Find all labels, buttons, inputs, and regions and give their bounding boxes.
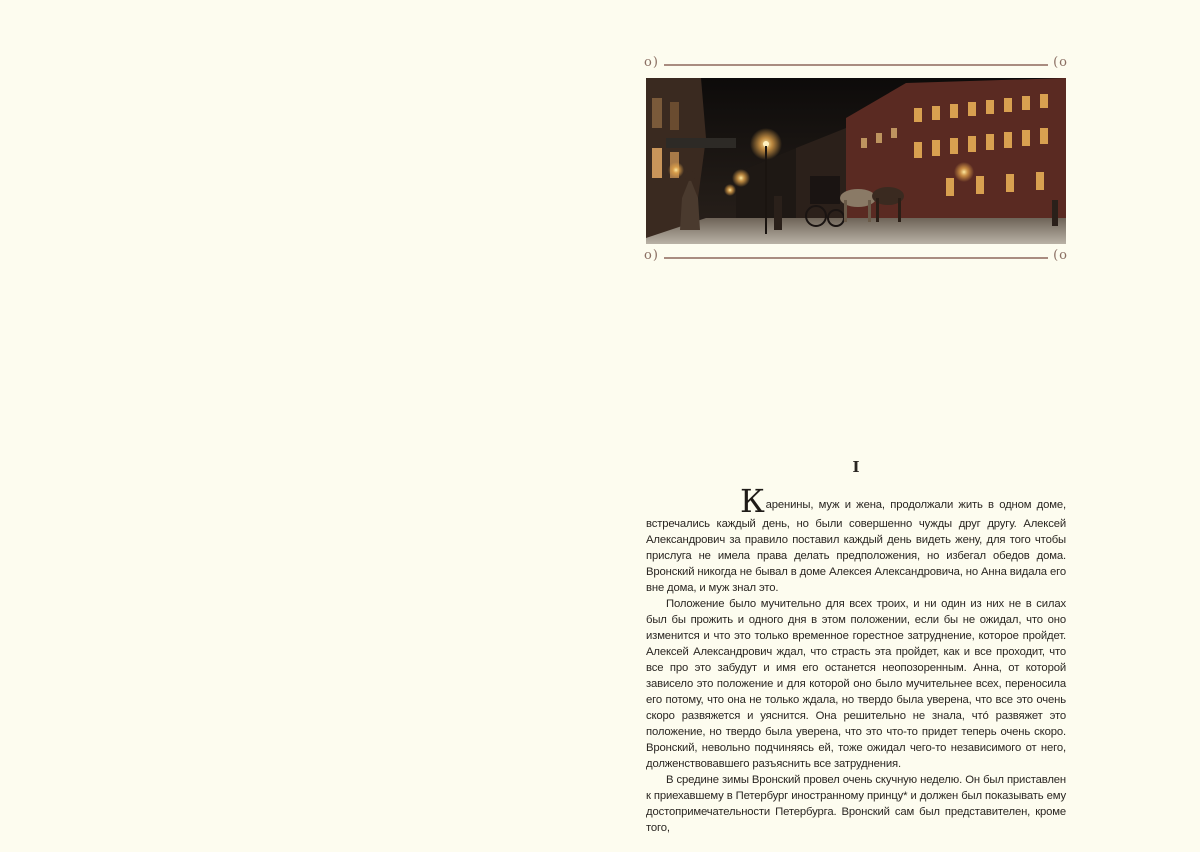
chapter-number: I [852, 458, 860, 476]
ornament-top-left-cap: o) [644, 55, 659, 70]
ornament-bottom [644, 250, 1068, 266]
chapter-illustration [646, 78, 1066, 244]
night-street-scene-icon [646, 78, 1066, 244]
ornament-bottom-right-cap: (o [1053, 248, 1068, 263]
paragraph-2: Положение было мучительно для всех троих, и ни один из них не в силах был бы прожить и одного дня в этом положении, если бы не ожидал, что оно изменится и что это только временное горестное затруднение, которое пройдет. Алексей Александрович ждал, что страсть эта пройдет, как и все проходит, что все про это забудут и имя его останется неопозоренным. Анна, от которой зависело это положение и для которой оно было мучительнее всех, переносила его потому, что она не только ждала, но твердо была уверена, что все это очень скоро развяжется и уяснится. Она решительно не знала, чтó развяжет это положение, но твердо была уверена, что это что-то придет теперь очень скоро. Вронский, невольно подчиняясь ей, тоже ожидал чего-то независимого от него, долженствовавшего разъяснить все затруднения. [646, 598, 1066, 770]
ornament-top-right-cap: (o [1053, 55, 1068, 70]
ornament-top-rule [664, 64, 1048, 66]
paragraph-1-text: аренины, муж и жена, продолжали жить в одном доме, встречались каждый день, но были совершенно чужды друг другу. Алексей Александрович за правило поставил каждый день видеть жену, для того чтобы прислуга не имела права делать предположения, но избегал обедов дома. Вронский никогда не бывал в доме Алексея Александровича, но Анна видала его вне дома, и муж знал это. [646, 499, 1066, 594]
paragraph-3: В средине зимы Вронский провел очень скучную неделю. Он был приставлен к приехавшему в Петербург иностранному принцу* и должен был показывать ему достопримечательности Петербурга. Вронский сам был представителен, кроме того, [646, 774, 1066, 834]
drop-cap: К [740, 482, 765, 520]
ornament-bottom-rule [664, 257, 1048, 259]
ornament-top [644, 57, 1068, 73]
ornament-bottom-left-cap: o) [644, 248, 659, 263]
chapter-text [646, 482, 1066, 836]
paragraph-1 [646, 482, 1066, 596]
